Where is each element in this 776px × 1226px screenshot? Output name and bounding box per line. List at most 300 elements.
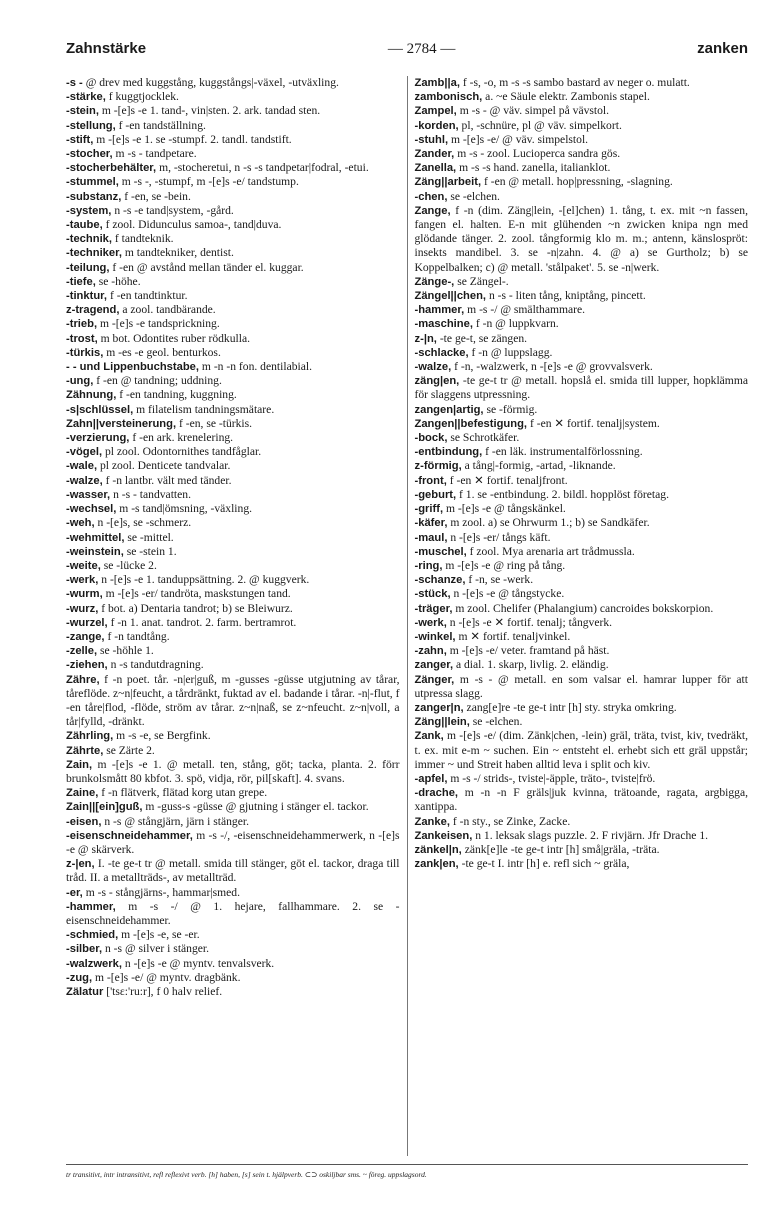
entry-headword: -substanz,: [66, 190, 122, 203]
entry-headword: -front,: [414, 474, 447, 487]
dictionary-entry: [415, 374, 749, 402]
entry-definition: f -en @ avstånd mellan tänder el. kuggar.: [112, 260, 304, 274]
entry-definition: n -[e]s -e 1. tanduppsättning. 2. @ kuggverk.: [101, 573, 310, 587]
entry-headword: -stift,: [66, 133, 94, 146]
entry-headword: Zanella,: [414, 162, 457, 175]
entry-definition: m tandtekniker, dentist.: [124, 246, 234, 260]
dictionary-entry: [66, 971, 400, 985]
dictionary-entry: [415, 303, 749, 317]
entry-headword: Zange,: [414, 204, 451, 217]
dictionary-entry: [415, 843, 749, 857]
dictionary-entry: [415, 275, 749, 289]
dictionary-entry: [66, 388, 400, 402]
dictionary-entry: [415, 786, 749, 814]
entry-headword: -s|schlüssel,: [66, 403, 134, 416]
entry-definition: m ✕ fortif. tenaljvinkel.: [458, 629, 571, 643]
entry-definition: m zool. Chelifer (Phalangium) cancroides bokskorpion.: [455, 601, 714, 615]
entry-headword: -eisen,: [66, 815, 102, 828]
dictionary-entry: [66, 332, 400, 346]
entry-headword: -tiefe,: [66, 275, 96, 288]
entry-definition: f -n, se -werk.: [468, 573, 534, 587]
dictionary-entry: [415, 317, 749, 331]
dictionary-entry: [415, 459, 749, 473]
entry-headword: -zug,: [66, 971, 93, 984]
footer-rule: [66, 1164, 748, 1165]
entry-headword: Zamb||a,: [414, 77, 460, 89]
entry-headword: zäng|en,: [414, 375, 460, 388]
entry-headword: -stein,: [66, 105, 99, 118]
entry-definition: f -en läk. instrumentalförlossning.: [485, 445, 643, 459]
entry-headword: Zankeisen,: [414, 829, 473, 842]
dictionary-entry: [415, 644, 749, 658]
entry-headword: zambonisch,: [414, 91, 483, 104]
entry-definition: m -s -, -stumpf, m -[e]s -e/ tandstump.: [121, 175, 299, 189]
text-columns: [66, 76, 748, 1156]
dictionary-entry: [415, 772, 749, 786]
dictionary-entry: [415, 147, 749, 161]
entry-headword: -silber,: [66, 943, 103, 956]
dictionary-entry: [415, 616, 749, 630]
entry-definition: m -[e]s -er/ tandröta, maskstungen tand.: [105, 587, 291, 601]
entry-definition: n -s @ silver i stänger.: [104, 942, 210, 956]
dictionary-entry: [415, 104, 749, 118]
entry-definition: m -s - tandpetare.: [115, 147, 197, 161]
entry-definition: m -s tand|ömsning, -växling.: [119, 502, 253, 516]
entry-definition: m -s - stångjärns-, hammar|smed.: [85, 885, 240, 899]
entry-definition: I. -te ge-t tr @ metall. smida till stänger, göt el. tackor, draga till tråd. II. a metallträds-, av metallträd.: [66, 857, 400, 885]
dictionary-entry: [66, 729, 400, 743]
dictionary-entry: [415, 190, 749, 204]
dictionary-entry: [415, 587, 749, 601]
entry-definition: m -s -/ strids-, tviste|-äpple, träto-, tviste|frö.: [450, 771, 656, 785]
entry-headword: Zährling,: [66, 730, 114, 743]
dictionary-entry: [415, 502, 749, 516]
entry-definition: f -n 1. anat. tandrot. 2. farm. bertramrot.: [110, 615, 297, 629]
entry-headword: Zährte,: [66, 744, 104, 757]
dictionary-entry: [66, 474, 400, 488]
entry-headword: -maschine,: [414, 318, 473, 331]
entry-headword: -s -: [66, 77, 83, 89]
dictionary-entry: [66, 303, 400, 317]
entry-definition: n -[e]s -e ✕ fortif. tenalj; tångverk.: [449, 615, 613, 629]
dictionary-entry: [415, 119, 749, 133]
entry-headword: zanger|n,: [414, 701, 464, 714]
entry-definition: n -[e]s -e @ tångstycke.: [453, 587, 565, 601]
dictionary-entry: [66, 431, 400, 445]
entry-headword: -er,: [66, 886, 83, 899]
entry-definition: m -[e]s -e @ ring på tång.: [445, 558, 566, 572]
entry-definition: f -en tandtinktur.: [109, 289, 188, 303]
entry-definition: m, -stocheretui, n -s -s tandpetar|fodral, -etui.: [159, 161, 369, 175]
entry-definition: n 1. leksak slags puzzle. 2. F rivjärn. Jfr Drache 1.: [475, 828, 709, 842]
entry-headword: -schanze,: [414, 574, 466, 587]
dictionary-entry: [66, 815, 400, 829]
entry-definition: m -[e]s -e @ tångskänkel.: [446, 502, 566, 516]
entry-headword: -winkel,: [414, 630, 456, 643]
entry-headword: -werk,: [414, 616, 447, 629]
dictionary-entry: [66, 758, 400, 786]
dictionary-entry: [66, 459, 400, 473]
entry-headword: -maul,: [414, 531, 448, 544]
entry-definition: se -elchen.: [450, 189, 500, 203]
entry-headword: Zaine,: [66, 787, 99, 800]
dictionary-entry: [415, 857, 749, 871]
entry-headword: -stuhl,: [414, 133, 449, 146]
dictionary-entry: [415, 658, 749, 672]
entry-headword: -taube,: [66, 219, 103, 232]
entry-headword: z-tragend,: [66, 304, 120, 317]
entry-definition: m bot. Odontites ruber rödkulla.: [100, 331, 251, 345]
entry-definition: f -n, -walzwerk, n -[e]s -e @ grovvalsverk.: [454, 360, 653, 374]
entry-definition: m -guss-s -güsse @ gjutning i stänger el. tackor.: [145, 800, 369, 814]
dictionary-entry: [415, 829, 749, 843]
entry-definition: f -s, -o, m -s -s sambo bastard av neger o. mulatt.: [462, 76, 690, 89]
dictionary-entry: [66, 246, 400, 260]
entry-definition: m -s -/ @ smälthammare.: [467, 303, 586, 317]
entry-headword: -apfel,: [414, 772, 448, 785]
dictionary-entry: [66, 119, 400, 133]
entry-definition: se -elchen.: [472, 715, 523, 729]
entry-headword: Zängel||chen,: [414, 290, 487, 303]
entry-headword: zank|en,: [414, 858, 459, 871]
entry-definition: m -[e]s -e/ (dim. Zänk|chen, -lein) gräl, träta, tvist, kiv, tvedräkt, t. ex. mit e-m ~ suchen. Ein ~ entsteht el. erhebt sich ett gräl uppstår; immer ~ und Streit haben alltid leva i split och kiv.: [414, 729, 748, 771]
dictionary-entry: [66, 502, 400, 516]
entry-definition: f zool. Mya arenaria art trådmussla.: [469, 544, 635, 558]
entry-headword: -tinktur,: [66, 290, 108, 303]
right-column: [407, 76, 749, 1156]
entry-headword: z-förmig,: [414, 460, 462, 473]
entry-definition: f -n lantbr. vält med tänder.: [105, 473, 232, 487]
entry-headword: -verzierung,: [66, 432, 130, 445]
dictionary-entry: [66, 275, 400, 289]
dictionary-entry: [415, 289, 749, 303]
dictionary-entry: [66, 360, 400, 374]
entry-definition: f -en tandställning.: [118, 118, 206, 132]
entry-definition: @ drev med kuggstång, kuggstångs|-växel, -utväxling.: [85, 76, 339, 89]
dictionary-entry: [415, 602, 749, 616]
entry-definition: m -s - @ väv. simpel på vävstol.: [459, 104, 610, 118]
entry-headword: Zähre,: [66, 673, 100, 686]
entry-definition: -te ge-t I. intr [h] e. refl sich ~ gräla,: [461, 857, 630, 871]
entry-definition: se -stein 1.: [126, 544, 177, 558]
dictionary-entry: [66, 602, 400, 616]
dictionary-entry: [66, 829, 400, 857]
entry-definition: a dial. 1. skarp, livlig. 2. eländig.: [455, 658, 609, 672]
entry-definition: n -s - tandvatten.: [113, 487, 191, 501]
dictionary-entry: [66, 900, 400, 928]
entry-headword: -entbindung,: [414, 446, 483, 459]
entry-definition: a zool. tandbärande.: [122, 303, 216, 317]
entry-definition: m -[e]s -e 1. @ metall. ten, stång, göt; tacka, planta. 2. förr brunkolsmått 80 kbfot. 3. spö, vidja, rör, pil[skaft]. 4. svans.: [66, 757, 400, 785]
header-last-word: zanken: [697, 40, 748, 57]
entry-headword: -system,: [66, 204, 112, 217]
dictionary-entry: [415, 630, 749, 644]
entry-headword: Zäng||lein,: [414, 716, 470, 729]
entry-headword: Zänge-,: [414, 275, 455, 288]
entry-headword: -muschel,: [414, 545, 467, 558]
dictionary-entry: [66, 161, 400, 175]
entry-definition: m -[e]s -e/ @ myntv. dragbänk.: [95, 970, 241, 984]
entry-headword: z-|n,: [414, 332, 437, 345]
entry-headword: -weinstein,: [66, 545, 124, 558]
entry-headword: Zähnung,: [66, 389, 117, 402]
entry-definition: m -[e]s -e 1. tand-, vin|sten. 2. ark. tandad sten.: [101, 104, 321, 118]
dictionary-entry: [66, 800, 400, 814]
entry-headword: -trost,: [66, 332, 98, 345]
entry-definition: pl zool. Odontornithes tandfåglar.: [104, 445, 262, 459]
dictionary-entry: [415, 204, 749, 275]
entry-headword: -wechsel,: [66, 503, 117, 516]
dictionary-entry: [415, 161, 749, 175]
dictionary-entry: [66, 616, 400, 630]
entry-definition: pl, -schnüre, pl @ väv. simpelkort.: [461, 118, 622, 132]
entry-headword: -walze,: [66, 474, 103, 487]
dictionary-entry: [66, 942, 400, 956]
entry-headword: zangen|artig,: [414, 403, 484, 416]
dictionary-entry: [66, 104, 400, 118]
entry-definition: zänk[e]le -te ge-t intr [h] små|gräla, -träta.: [464, 842, 660, 856]
entry-definition: f -n flätverk, flätad korg utan grepe.: [101, 786, 268, 800]
entry-definition: f -en @ tandning; uddning.: [96, 374, 222, 388]
entry-definition: m -n -n F gräls|juk kvinna, trätoande, ragata, argbigga, xantippa.: [414, 786, 748, 814]
entry-definition: se Zärte 2.: [106, 743, 155, 757]
entry-definition: f -n sty., se Zinke, Zacke.: [452, 814, 571, 828]
entry-headword: Zänger,: [414, 673, 455, 686]
dictionary-entry: [66, 133, 400, 147]
entry-definition: m -s -e, se Bergfink.: [116, 729, 211, 743]
entry-definition: f -en tandning, kuggning.: [119, 388, 237, 402]
entry-definition: f -en ✕ fortif. tenaljfront.: [449, 473, 568, 487]
entry-definition: m -[e]s -e, se -er.: [121, 928, 200, 942]
entry-headword: -walzwerk,: [66, 957, 122, 970]
entry-definition: m -[e]s -e tandsprickning.: [99, 317, 220, 331]
entry-definition: se Schrotkäfer.: [450, 431, 520, 445]
entry-headword: Zanke,: [414, 815, 450, 828]
entry-headword: -drache,: [414, 787, 459, 800]
entry-definition: se -mittel.: [127, 530, 174, 544]
entry-definition: -te ge-t, se zängen.: [439, 331, 528, 345]
dictionary-entry: [66, 417, 400, 431]
dictionary-entry: [66, 744, 400, 758]
entry-headword: -stellung,: [66, 119, 116, 132]
entry-definition: n -s tandutdragning.: [110, 658, 204, 672]
entry-headword: -schmied,: [66, 929, 119, 942]
entry-definition: f -n tandtång.: [107, 629, 170, 643]
dictionary-entry: [66, 346, 400, 360]
entry-headword: zanger,: [414, 659, 454, 672]
entry-headword: -wurzel,: [66, 616, 108, 629]
header-first-word: Zahnstärke: [66, 40, 147, 57]
entry-definition: m -[e]s -e/ veter. framtand på häst.: [449, 644, 610, 658]
dictionary-entry: [66, 374, 400, 388]
dictionary-entry: [415, 815, 749, 829]
entry-definition: f -en ✕ fortif. tenalj|system.: [529, 416, 660, 430]
entry-definition: n -s @ stångjärn, järn i stänger.: [104, 814, 249, 828]
entry-headword: -wurm,: [66, 588, 103, 601]
entry-headword: -trieb,: [66, 318, 98, 331]
dictionary-entry: [66, 516, 400, 530]
entry-headword: -stärke,: [66, 91, 106, 104]
entry-definition: f -n @ luppslagg.: [471, 345, 553, 359]
entry-definition: m -s -s hand. zanella, italianklot.: [459, 161, 611, 175]
entry-headword: Zälatur: [66, 986, 104, 998]
dictionary-entry: [415, 445, 749, 459]
dictionary-entry: [66, 673, 400, 730]
dictionary-entry: [415, 76, 749, 90]
entry-headword: -käfer,: [414, 517, 448, 530]
entry-definition: a. ~e Säule elektr. Zambonis stapel.: [485, 90, 650, 104]
abbreviation-footer: tr transitivt, intr intransitivt, refl reflexivt verb. [h] haben, [s] sein t. hjälpverb. ⊂⊃ oskiljbar sms. ~ föreg. uppslagsord.: [66, 1170, 427, 1179]
dictionary-entry: [415, 346, 749, 360]
entry-definition: se -höhle 1.: [100, 644, 154, 658]
entry-definition: f bot. a) Dentaria tandrot; b) se Bleiwurz.: [101, 601, 293, 615]
dictionary-entry: [415, 403, 749, 417]
entry-headword: zänkel|n,: [414, 843, 462, 856]
page-number: — 2784 —: [387, 41, 456, 57]
entry-definition: m -[e]s -e 1. se -stumpf. 2. tandl. tandstift.: [96, 132, 292, 146]
entry-headword: -hammer,: [66, 900, 116, 913]
entry-headword: -eisenschneidehammer,: [66, 829, 193, 842]
entry-definition: m zool. a) se Ohrwurm 1.; b) se Sandkäfer.: [450, 516, 650, 530]
dictionary-entry: [415, 488, 749, 502]
entry-definition: f -en, se -türkis.: [178, 416, 253, 430]
entry-definition: -te ge-t tr @ metall. hopslå el. smida till lupper, hopklämma för slaggens utpressning.: [414, 374, 748, 402]
page-header: [66, 40, 748, 64]
dictionary-entry: [415, 431, 749, 445]
dictionary-entry: [66, 317, 400, 331]
entry-headword: Zander,: [414, 148, 455, 161]
entry-headword: -stocher,: [66, 148, 113, 161]
entry-definition: pl zool. Denticete tandvalar.: [100, 459, 231, 473]
dictionary-entry: [66, 886, 400, 900]
entry-headword: -bock,: [414, 432, 448, 445]
dictionary-entry: [66, 531, 400, 545]
entry-headword: Zangen||befestigung,: [414, 417, 528, 430]
dictionary-entry: [415, 545, 749, 559]
dictionary-entry: [66, 985, 400, 999]
dictionary-entry: [415, 417, 749, 431]
dictionary-entry: [415, 332, 749, 346]
dictionary-entry: [415, 133, 749, 147]
entry-definition: m -s -/, -eisenschneidehammerwerk, n -[e]s -e @ skärverk.: [66, 828, 400, 856]
entry-headword: -schlacke,: [414, 346, 469, 359]
dictionary-entry: [66, 90, 400, 104]
entry-headword: -stocherbehälter,: [66, 162, 157, 175]
dictionary-entry: [66, 857, 400, 885]
dictionary-entry: [415, 90, 749, 104]
entry-definition: zang[e]re -te ge-t intr [h] sty. stryka omkring.: [466, 700, 677, 714]
entry-headword: -ung,: [66, 375, 94, 388]
entry-headword: -türkis,: [66, 346, 104, 359]
entry-definition: f -n (dim. Zäng|lein, -[el]chen) 1. tång, t. ex. mit ~n fassen, fangen el. halten. E-n mit glühenden ~n zwicken knipa ngn med glödande tänger. 2. zool. tångformig klo m. m.; antenn, känslospröt: insekts mandibel. 3. se -n|zahn. 4. @ a) se Gurtholz; b) se Koppelbalken; c) @ metall. 'stålpaket'. 5. se -n|werk.: [414, 203, 748, 274]
entry-headword: Zain||[ein]guß,: [66, 801, 143, 814]
dictionary-entry: [415, 474, 749, 488]
entry-definition: n -[e]s, se -schmerz.: [97, 516, 192, 530]
dictionary-entry: [415, 701, 749, 715]
dictionary-entry: [415, 531, 749, 545]
dictionary-entry: [66, 190, 400, 204]
dictionary-entry: [66, 644, 400, 658]
entry-definition: m -n -n fon. dentilabial.: [201, 360, 313, 374]
entry-headword: -hammer,: [414, 304, 465, 317]
dictionary-entry: [66, 232, 400, 246]
entry-definition: f -en @ metall. hop|pressning, -slagning.: [483, 175, 673, 189]
dictionary-entry: [415, 673, 749, 701]
entry-definition: f 1. se -entbindung. 2. bildl. hopplöst företag.: [459, 487, 669, 501]
dictionary-entry: [66, 488, 400, 502]
dictionary-entry: [415, 559, 749, 573]
entry-headword: -chen,: [414, 190, 448, 203]
entry-definition: n -s -e tand|system, -gård.: [114, 203, 234, 217]
entry-headword: -wurz,: [66, 602, 99, 615]
dictionary-entry: [66, 175, 400, 189]
dictionary-entry: [415, 573, 749, 587]
dictionary-entry: [66, 658, 400, 672]
entry-headword: -werk,: [66, 574, 99, 587]
entry-headword: -ring,: [414, 559, 443, 572]
dictionary-entry: [415, 729, 749, 772]
dictionary-entry: [66, 559, 400, 573]
entry-definition: se -förmig.: [486, 402, 538, 416]
entry-definition: f -n poet. tår. -n|er|guß, m -gusses -güsse utgjutning av tårar, tåreflöde. z~n|feucht, a tårdränkt, fuktad av el. badande i tårar. -n|-flut, f -en tåre|flod, -flöde, ström av tårar. z~n|naß, se z~nfeucht. z~n|voll, a tår|fylld, -dränkt.: [66, 672, 400, 729]
entry-headword: Zank,: [414, 730, 444, 743]
entry-definition: n -s - liten tång, kniptång, pincett.: [488, 289, 646, 303]
entry-headword: Zahn||versteinerung,: [66, 417, 177, 430]
entry-definition: f -n @ luppkvarn.: [475, 317, 559, 331]
entry-definition: a tång|-formig, -artad, -liknande.: [464, 459, 616, 473]
dictionary-entry: [66, 445, 400, 459]
entry-headword: Zampel,: [414, 105, 457, 118]
entry-headword: -weh,: [66, 517, 95, 530]
entry-definition: se Zängel-.: [457, 274, 509, 288]
entry-headword: -träger,: [414, 602, 453, 615]
dictionary-entry: [415, 516, 749, 530]
entry-definition: f -en ark. krenelering.: [132, 431, 234, 445]
entry-definition: se -lücke 2.: [103, 558, 157, 572]
dictionary-entry: [66, 957, 400, 971]
dictionary-entry: [415, 715, 749, 729]
dictionary-entry: [66, 587, 400, 601]
dictionary-entry: [415, 175, 749, 189]
entry-headword: Zäng||arbeit,: [414, 176, 482, 189]
entry-definition: n -[e]s -e @ myntv. tenvalsverk.: [124, 956, 275, 970]
entry-definition: f kuggtjocklek.: [108, 90, 179, 104]
dictionary-entry: [415, 360, 749, 374]
entry-headword: - - und Lippenbuchstabe,: [66, 361, 199, 374]
entry-headword: -wale,: [66, 460, 98, 473]
entry-headword: -stummel,: [66, 176, 119, 189]
entry-headword: -walze,: [414, 361, 452, 374]
entry-headword: -weite,: [66, 559, 101, 572]
dictionary-entry: [66, 630, 400, 644]
entry-definition: m filatelism tandningsmätare.: [136, 402, 275, 416]
dictionary-entry: [66, 289, 400, 303]
dictionary-entry: [66, 786, 400, 800]
dictionary-entry: [66, 218, 400, 232]
entry-definition: m -s -/ @ 1. hejare, fallhammare. 2. se -eisenschneidehammer.: [66, 899, 400, 927]
entry-headword: -wehmittel,: [66, 531, 125, 544]
entry-definition: f tandteknik.: [114, 232, 174, 246]
left-column: [66, 76, 407, 1156]
entry-headword: -techniker,: [66, 247, 122, 260]
dictionary-entry: [66, 147, 400, 161]
entry-headword: -ziehen,: [66, 659, 108, 672]
entry-headword: -stück,: [414, 588, 451, 601]
entry-headword: Zain,: [66, 758, 93, 771]
entry-headword: -vögel,: [66, 446, 103, 459]
dictionary-entry: [66, 573, 400, 587]
dictionary-entry: [66, 204, 400, 218]
